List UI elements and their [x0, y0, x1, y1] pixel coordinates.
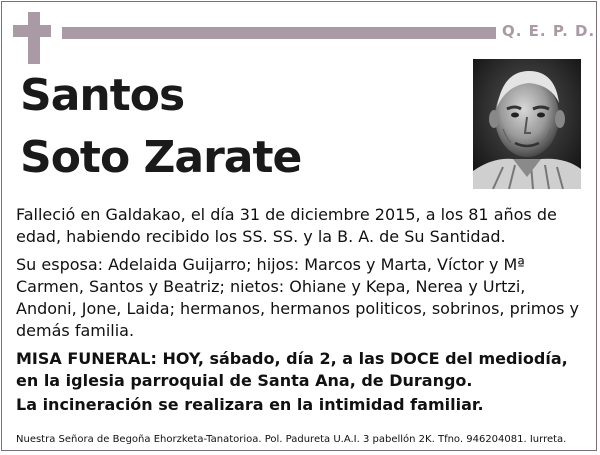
funeral-home-footer: Nuestra Señora de Begoña Ehorzketa-Tanatorioa. Pol. Padureta U.A.I. 3 pabellón 2K. Tfno. 946204081. Iurreta. [16, 434, 567, 445]
deceased-first-name: Santos [20, 70, 185, 121]
qepd-label: Q. E. P. D. [502, 22, 596, 40]
cremation-paragraph: La incineración se realizara en la intimidad familiar. [16, 395, 484, 414]
death-paragraph: Falleció en Galdakao, el día 31 de diciembre 2015, a los 81 años de edad, habiendo recibido los SS. SS. y la B. A. de Su Santidad. [16, 205, 557, 246]
family-paragraph: Su esposa: Adelaida Guijarro; hijos: Marcos y Marta, Víctor y Mª Carmen, Santos y Beatriz; nietos: Ohiane y Kepa, Nerea y Urtzi, Andoni, Jone, Laida; hermanos, hermanos politicos, sobrinos, primos y demás familia. [16, 255, 580, 340]
funeral-paragraph: MISA FUNERAL: HOY, sábado, día 2, a las DOCE del mediodía, en la iglesia parroquial de Santa Ana, de Durango. [16, 349, 568, 390]
header-rule [62, 27, 496, 39]
portrait-photo-icon [473, 59, 581, 189]
cross-icon [28, 12, 40, 64]
obituary-card [1, 1, 597, 451]
deceased-surnames: Soto Zarate [20, 132, 302, 183]
obituary-body [16, 204, 586, 416]
cross-icon-arm [13, 25, 51, 37]
portrait-photo [473, 59, 581, 189]
